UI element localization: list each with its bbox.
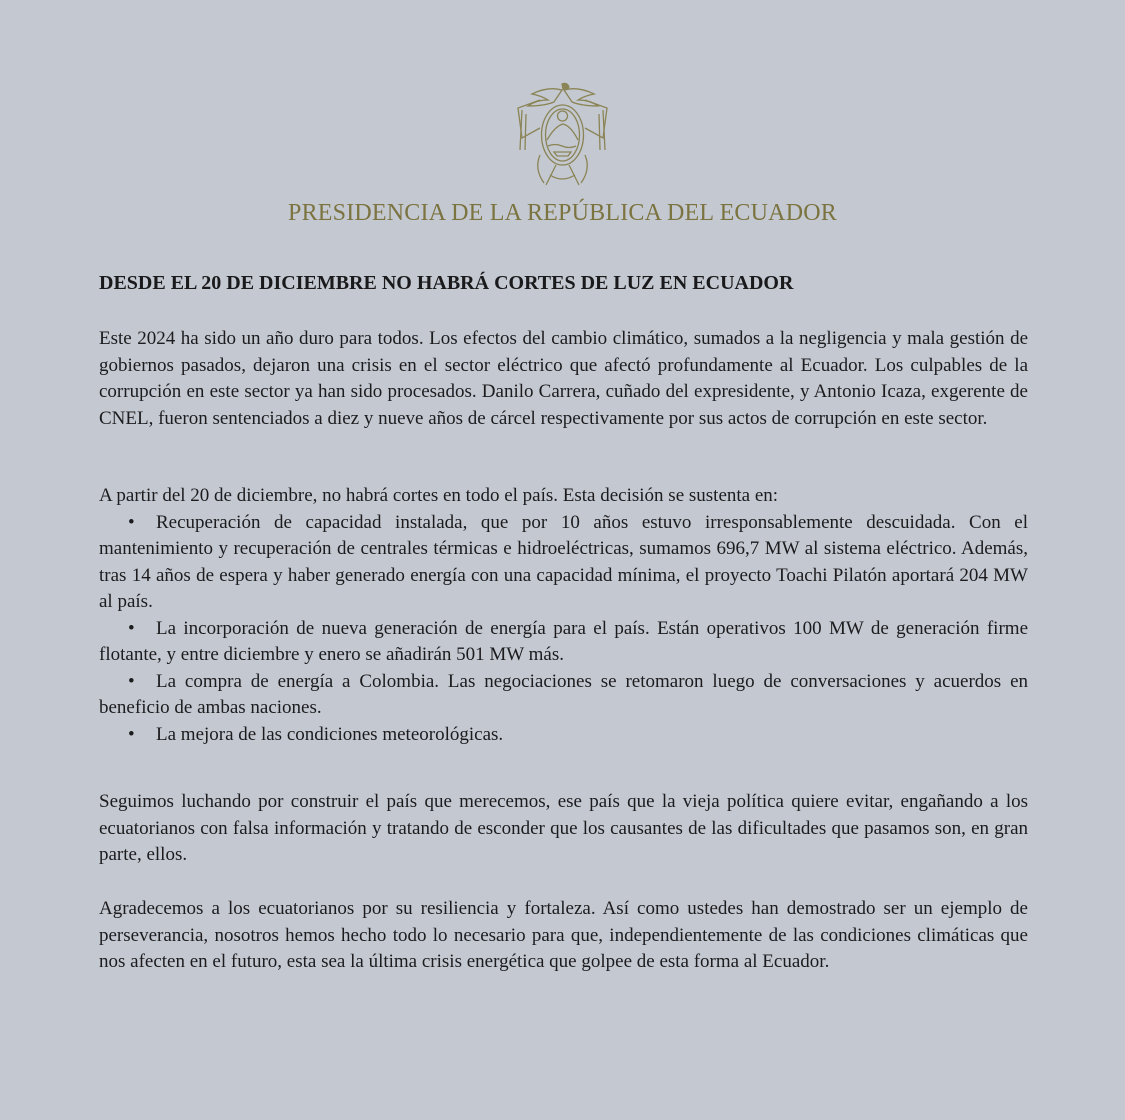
decision-intro-text: A partir del 20 de diciembre, no habrá cortes en todo el país. Esta decisión se sustenta en: — [99, 485, 779, 506]
institution-name: PRESIDENCIA DE LA REPÚBLICA DEL ECUADOR — [288, 200, 837, 226]
list-item — [99, 669, 1028, 722]
headline: DESDE EL 20 DE DICIEMBRE NO HABRÁ CORTES DE LUZ EN ECUADOR — [99, 272, 794, 294]
bullet-icon: • — [128, 617, 135, 639]
bullet-text: La incorporación de nueva generación de energía para el país. Están operativos 100 MW de generación firme flotante, y entre diciembre y enero se añadirán 501 MW más. — [99, 617, 1028, 665]
list-item — [99, 616, 1028, 669]
coat-of-arms-icon — [510, 80, 615, 190]
list-item — [99, 510, 1028, 616]
paragraph-thanks-text: Agradecemos a los ecuatorianos por su resiliencia y fortaleza. Así como ustedes han demostrado ser un ejemplo de perseverancia, nosotros hemos hecho todo lo necesario para que, independientemente de las condiciones climáticas que nos afecten en el futuro, esta sea la última crisis energética que golpee de esta forma al Ecuador. — [99, 898, 1028, 972]
paragraph-struggle-text: Seguimos luchando por construir el país que merecemos, ese país que la vieja política quiere evitar, engañando a los ecuatorianos con falsa información y tratando de esconder que los causantes de las dificultades que pasamos son, en gran parte, ellos. — [99, 791, 1028, 865]
paragraph-decision — [99, 483, 1028, 748]
bullet-icon: • — [128, 670, 135, 692]
decision-bullet-list — [99, 510, 1028, 749]
paragraph-intro — [99, 326, 1028, 432]
bullet-text: La mejora de las condiciones meteorológicas. — [156, 723, 504, 745]
paragraph-intro-text: Este 2024 ha sido un año duro para todos. Los efectos del cambio climático, sumados a la negligencia y mala gestión de gobiernos pasados, dejaron una crisis en el sector eléctrico que afectó profundamente al Ecuador. Los culpables de la corrupción en este sector ya han sido procesados. Danilo Carrera, cuñado del expresidente, y Antonio Icaza, exgerente de CNEL, fueron sentenciados a diez y nueve años de cárcel respectivamente por sus actos de corrupción en este sector. — [99, 328, 1028, 429]
paragraph-struggle — [99, 789, 1028, 869]
bullet-icon: • — [128, 511, 135, 533]
list-item — [99, 722, 1028, 749]
paragraph-thanks — [99, 896, 1028, 976]
bullet-icon: • — [128, 723, 135, 745]
bullet-text: Recuperación de capacidad instalada, que por 10 años estuvo irresponsablemente descuidada. Con el mantenimiento y recuperación de centrales térmicas e hidroeléctricas, sumamos 696,7 MW al sistema eléctrico. Además, tras 14 años de espera y haber generado energía con una capacidad mínima, el proyecto Toachi Pilatón aportará 204 MW al país. — [99, 511, 1028, 612]
bullet-text: La compra de energía a Colombia. Las negociaciones se retomaron luego de conversaciones y acuerdos en beneficio de ambas naciones. — [99, 670, 1028, 718]
